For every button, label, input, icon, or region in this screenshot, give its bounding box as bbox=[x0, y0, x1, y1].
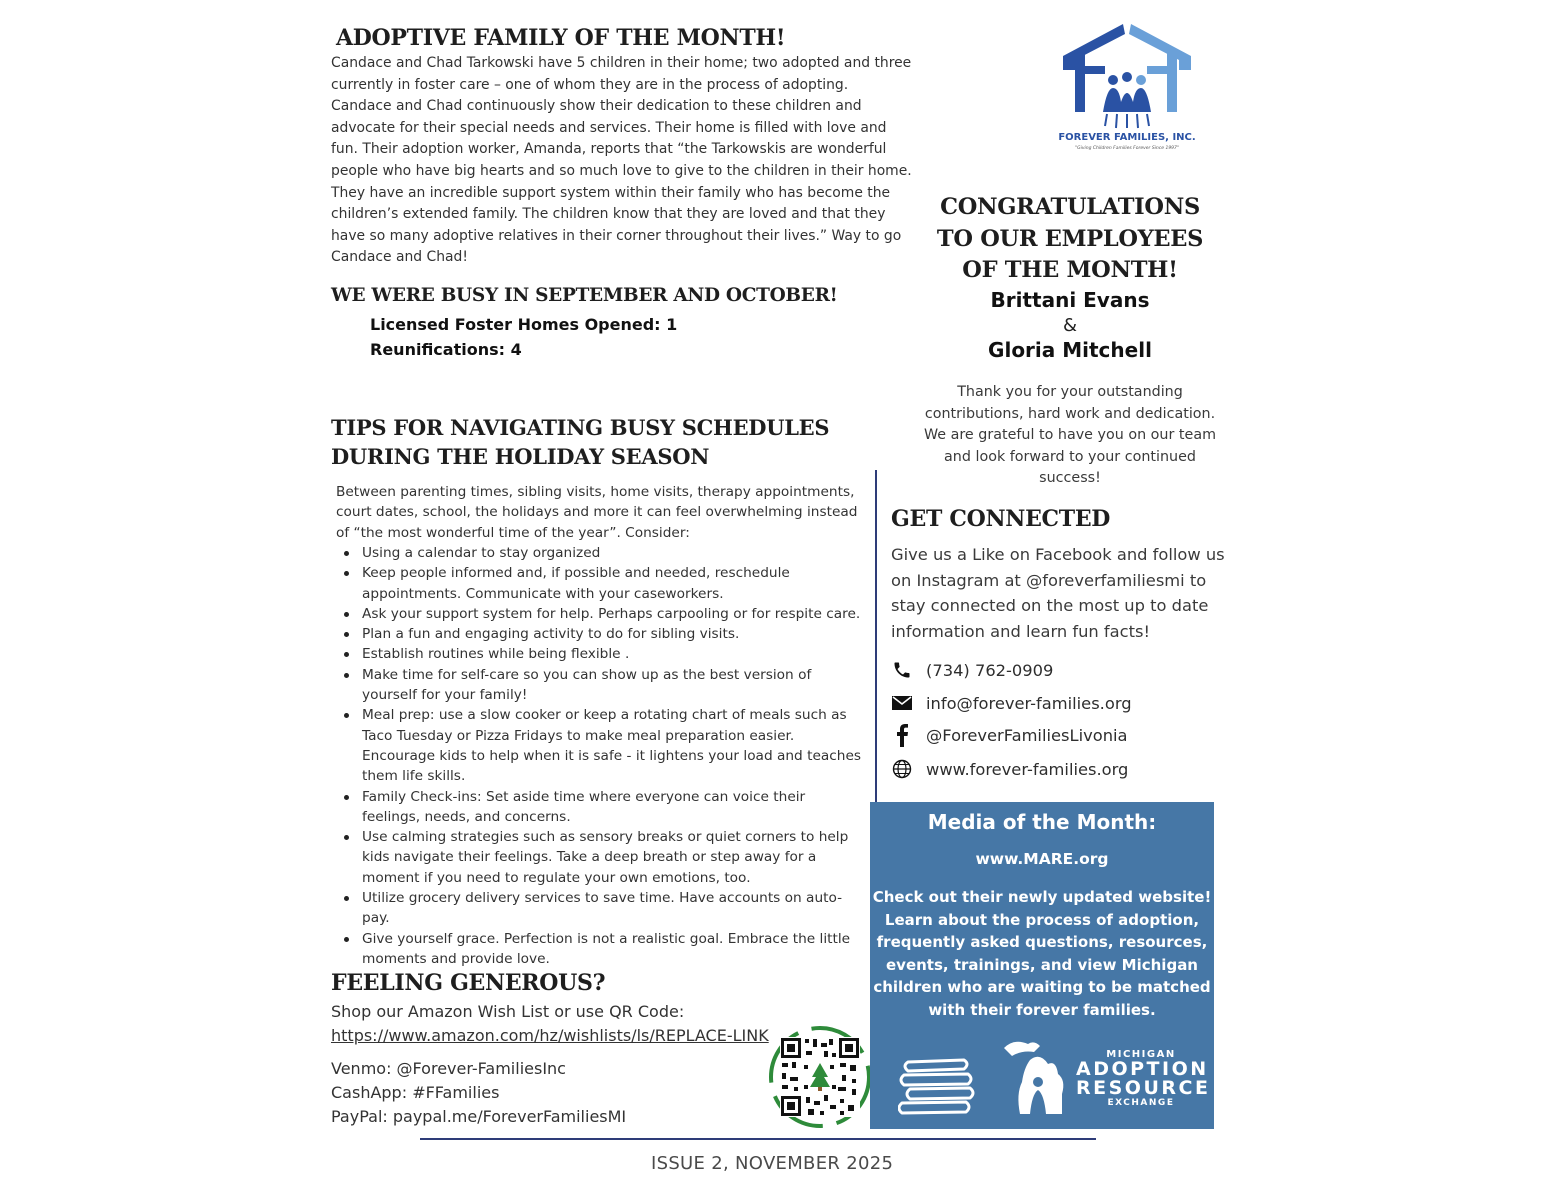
feeling-generous-title: FEELING GENEROUS? bbox=[331, 970, 606, 996]
email-address: info@forever-families.org bbox=[926, 693, 1132, 713]
mare-logo-bottom: EXCHANGE bbox=[1107, 1098, 1175, 1108]
media-description: Check out their newly updated website! Learn about the process of adoption, frequently asked questions, resources, events, trainings, and view Michigan children who are waiting to be matched with their forever families. bbox=[872, 888, 1212, 1019]
facebook-icon bbox=[891, 724, 913, 746]
payment-options bbox=[331, 1057, 626, 1129]
tip-item: Utilize grocery delivery services to save time. Have accounts on auto-pay. bbox=[336, 888, 866, 929]
employee-name: Gloria Mitchell bbox=[988, 338, 1152, 362]
stat-reunifications: Reunifications: 4 bbox=[370, 340, 522, 359]
congrats-line2: TO OUR EMPLOYEES bbox=[936, 225, 1204, 252]
thanks-message: Thank you for your outstanding contributions, hard work and dedication. We are grateful to have you on our team and look forward to your continued success! bbox=[923, 384, 1217, 486]
phone-icon bbox=[891, 659, 913, 681]
venmo-handle: Venmo: @Forever-FamiliesInc bbox=[331, 1059, 566, 1078]
tips-title: TIPS FOR NAVIGATING BUSY SCHEDULES DURING THE HOLIDAY SEASON bbox=[331, 415, 830, 469]
tip-item: Make time for self-care so you can show up as the best version of yourself for your family! bbox=[336, 665, 866, 706]
facebook-handle: @ForeverFamiliesLivonia bbox=[926, 725, 1128, 745]
mail-icon bbox=[891, 692, 913, 714]
forever-families-logo bbox=[1055, 22, 1200, 157]
employee-name: Brittani Evans bbox=[990, 288, 1150, 312]
contact-facebook[interactable] bbox=[891, 722, 1231, 748]
column-divider bbox=[875, 470, 877, 803]
qr-code[interactable] bbox=[768, 1025, 872, 1129]
tips-list bbox=[336, 543, 866, 969]
get-connected-title: GET CONNECTED bbox=[891, 506, 1111, 532]
tip-item: Family Check-ins: Set aside time where everyone can voice their feelings, needs, and concerns. bbox=[336, 787, 866, 828]
wishlist-link[interactable]: https://www.amazon.com/hz/wishlists/ls/REPLACE-LINK bbox=[331, 1026, 769, 1045]
contact-website[interactable] bbox=[891, 756, 1231, 782]
busy-stats bbox=[370, 312, 677, 362]
ampersand: & bbox=[1062, 315, 1078, 336]
stat-foster-homes: Licensed Foster Homes Opened: 1 bbox=[370, 315, 678, 334]
michigan-map-icon bbox=[1000, 1034, 1072, 1120]
website-url: www.forever-families.org bbox=[926, 759, 1129, 779]
issue-label: ISSUE 2, NOVEMBER 2025 bbox=[651, 1153, 894, 1174]
mare-logo-top: MICHIGAN bbox=[1106, 1049, 1176, 1060]
wishlist-text: Shop our Amazon Wish List or use QR Code: bbox=[331, 1002, 685, 1021]
busy-title: WE WERE BUSY IN SEPTEMBER AND OCTOBER! bbox=[331, 285, 838, 306]
adoptive-family-body: Candace and Chad Tarkowski have 5 children in their home; two adopted and three currently in foster care – one of whom they are in the process of adopting. Candace and Chad continuously show their dedication to these children and advocate for their special needs and services. Their home is filled with love and fun. Their adoption worker, Amanda, reports that “the Tarkowskis are wonderful people who have big hearts and so much love to give to the children in their home. They have an incredible support system within their family who has become the children’s extended family. The children know that they are loved and that they have so many adoptive relatives in their corner throughout their lives.” Way to go Candace and Chad! bbox=[331, 55, 912, 266]
adoptive-family-title: ADOPTIVE FAMILY OF THE MONTH! bbox=[336, 25, 786, 51]
logo-tagline: "Giving Children Families Forever Since 1997" bbox=[1075, 146, 1179, 151]
books-icon bbox=[898, 1056, 980, 1118]
congrats-title bbox=[920, 192, 1220, 287]
tip-item: Ask your support system for help. Perhaps carpooling or for respite care. bbox=[336, 604, 866, 624]
tip-item: Give yourself grace. Perfection is not a realistic goal. Embrace the little moments and provide love. bbox=[336, 929, 866, 970]
paypal-handle: PayPal: paypal.me/ForeverFamiliesMI bbox=[331, 1107, 627, 1126]
tip-item: Plan a fun and engaging activity to do for sibling visits. bbox=[336, 624, 866, 644]
contact-email[interactable] bbox=[891, 690, 1231, 716]
tip-item: Meal prep: use a slow cooker or keep a rotating chart of meals such as Taco Tuesday or Pizza Fridays to make meal preparation easier. Encourage kids to help when it is safe - it lightens your load and teaches them life skills. bbox=[336, 705, 866, 786]
tips-intro: Between parenting times, sibling visits, home visits, therapy appointments, court dates, school, the holidays and more it can feel overwhelming instead of “the most wonderful time of the year”. Consider: bbox=[336, 484, 858, 541]
mare-logo-line2: RESOURCE bbox=[1076, 1077, 1211, 1099]
tip-item: Use calming strategies such as sensory breaks or quiet corners to help kids navigate their feelings. Take a deep breath or step away for a moment if you need to regulate your own emotions, too. bbox=[336, 827, 866, 888]
media-title: Media of the Month: bbox=[927, 810, 1157, 834]
contact-phone[interactable] bbox=[891, 657, 1231, 683]
mare-logo bbox=[1076, 1049, 1211, 1109]
cashapp-handle: CashApp: #FFamilies bbox=[331, 1083, 500, 1102]
footer-divider bbox=[420, 1138, 1096, 1140]
globe-icon bbox=[891, 758, 913, 780]
tip-item: Establish routines while being flexible . bbox=[336, 644, 866, 664]
congrats-line3: OF THE MONTH! bbox=[962, 257, 1178, 283]
get-connected-body: Give us a Like on Facebook and follow us on Instagram at @foreverfamiliesmi to stay connected on the most up to date information and learn fun facts! bbox=[891, 545, 1225, 641]
mare-logo-line1: ADOPTION bbox=[1076, 1058, 1209, 1080]
employee-names bbox=[920, 288, 1220, 363]
tip-item: Using a calendar to stay organized bbox=[336, 543, 866, 563]
congrats-line1: CONGRATULATIONS bbox=[940, 194, 1200, 220]
phone-number: (734) 762-0909 bbox=[926, 660, 1054, 680]
tip-item: Keep people informed and, if possible and needed, reschedule appointments. Communicate with your caseworkers. bbox=[336, 563, 866, 604]
logo-name: FOREVER FAMILIES, INC. bbox=[1058, 132, 1196, 143]
media-of-month-panel bbox=[870, 802, 1214, 1129]
media-url[interactable]: www.MARE.org bbox=[975, 850, 1109, 868]
